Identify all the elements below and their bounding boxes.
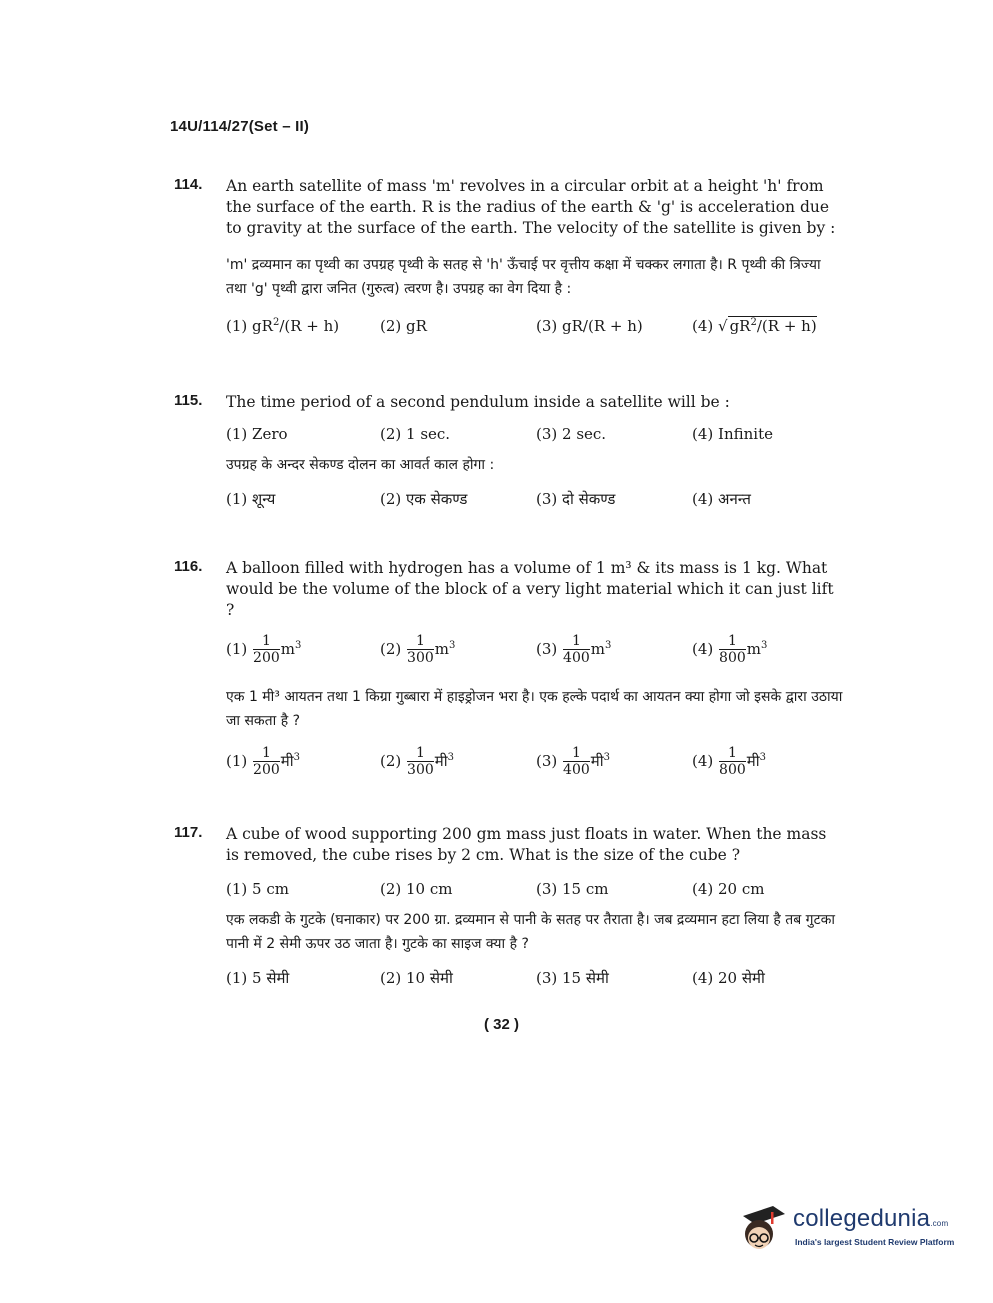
option-2-hindi: (2) 10 सेमी bbox=[380, 969, 453, 987]
option-1-hindi: (1) 5 सेमी bbox=[226, 969, 290, 987]
option-2: (2) $\frac{1}{300}$ $m^3$ bbox=[380, 633, 456, 666]
option-3: (3) $\frac{1}{400}$ $m^3$ bbox=[536, 633, 612, 666]
options-row bbox=[226, 317, 844, 343]
question-117 bbox=[174, 824, 844, 994]
paper-code: 14U/114/27(Set – II) bbox=[170, 118, 310, 135]
question-number: 116. bbox=[174, 558, 203, 575]
option-4: (4) 20 cm bbox=[692, 880, 765, 898]
options-row-hindi bbox=[226, 489, 844, 515]
option-4: (4) Infinite bbox=[692, 425, 773, 443]
question-number: 117. bbox=[174, 824, 203, 841]
option-2-hindi: (2) एक सेकण्ड bbox=[380, 490, 468, 508]
option-4: (4) $\frac{1}{800}$ $m^3$ bbox=[692, 633, 768, 666]
option-3: (3) gR/(R + h) bbox=[536, 317, 643, 335]
option-1-hindi: (1) $\frac{1}{200}$ मी$^3$ bbox=[226, 745, 300, 778]
logo-tagline: India's largest Student Review Platform bbox=[795, 1237, 955, 1247]
options-row bbox=[226, 633, 844, 681]
option-3: (3) 15 cm bbox=[536, 880, 609, 898]
question-text: The time period of a second pendulum inside a satellite will be : bbox=[226, 393, 730, 411]
option-1: (1) $\frac{1}{200}$ $m^3$ bbox=[226, 633, 302, 666]
mascot-icon bbox=[735, 1200, 790, 1255]
options-row bbox=[226, 880, 844, 906]
question-text-hindi: एक 1 मी³ आयतन तथा 1 किग्रा गुब्बारा में हाइड्रोजन भरा है। एक हल्के पदार्थ का आयतन क्या होगा जो इसके द्वारा उठाया जा सकता है ? bbox=[226, 689, 843, 729]
option-1-hindi: (1) शून्य bbox=[226, 490, 276, 508]
collegedunia-logo bbox=[735, 1195, 965, 1265]
option-2: (2) gR bbox=[380, 317, 427, 335]
question-text-hindi: एक लकडी के गुटके (घनाकार) पर 200 ग्रा. द्रव्यमान से पानी के सतह पर तैराता है। जब द्रव्यमान हटा लिया है तब गुटका पानी में 2 सेमी ऊपर उठ जाता है। गुटके का साइज क्या है ? bbox=[226, 912, 835, 952]
question-114 bbox=[174, 176, 844, 343]
question-text: An earth satellite of mass 'm' revolves in a circular orbit at a height 'h' from the surface of the earth. R is the radius of the earth & 'g' is acceleration due to gravity at the surface of the earth. The velocity of the satellite is given by : bbox=[226, 177, 836, 237]
option-4: (4) √ $gR^2/(R + h)$ bbox=[692, 317, 817, 335]
option-1: (1) $gR^2/(R + h)$ bbox=[226, 317, 340, 335]
option-4-hindi: (4) 20 सेमी bbox=[692, 969, 765, 987]
options-row bbox=[226, 425, 844, 451]
question-text: A balloon filled with hydrogen has a volume of 1 m³ & its mass is 1 kg. What would be the volume of the block of a very light material which it can just lift ? bbox=[226, 559, 834, 619]
question-number: 115. bbox=[174, 392, 203, 409]
option-3-hindi: (3) दो सेकण्ड bbox=[536, 490, 616, 508]
question-number: 114. bbox=[174, 176, 203, 193]
question-116 bbox=[174, 558, 844, 793]
option-2: (2) 1 sec. bbox=[380, 425, 451, 443]
options-row-hindi bbox=[226, 745, 844, 793]
option-3-hindi: (3) $\frac{1}{400}$ मी$^3$ bbox=[536, 745, 610, 778]
page-number: ( 32 ) bbox=[484, 1016, 520, 1033]
logo-wordmark: collegedunia.com bbox=[793, 1205, 949, 1232]
option-4-hindi: (4) अनन्त bbox=[692, 490, 751, 508]
option-3-hindi: (3) 15 सेमी bbox=[536, 969, 609, 987]
question-text-hindi: उपग्रह के अन्दर सेकण्ड दोलन का आवर्त काल होगा : bbox=[226, 457, 495, 473]
option-2: (2) 10 cm bbox=[380, 880, 453, 898]
options-row-hindi bbox=[226, 968, 844, 994]
option-1: (1) 5 cm bbox=[226, 880, 289, 898]
option-1: (1) Zero bbox=[226, 425, 288, 443]
option-2-hindi: (2) $\frac{1}{300}$ मी$^3$ bbox=[380, 745, 454, 778]
option-3: (3) 2 sec. bbox=[536, 425, 607, 443]
question-115 bbox=[174, 392, 844, 515]
option-4-hindi: (4) $\frac{1}{800}$ मी$^3$ bbox=[692, 745, 766, 778]
question-text: A cube of wood supporting 200 gm mass just floats in water. When the mass is removed, the cube rises by 2 cm. What is the size of the cube ? bbox=[226, 825, 827, 864]
question-text-hindi: 'm' द्रव्यमान का पृथ्वी का उपग्रह पृथ्वी के सतह से 'h' ऊँचाई पर वृत्तीय कक्षा में चक्कर लगाता है। R पृथ्वी की त्रिज्या तथा 'g' पृथ्वी द्वारा जनित (गुरुत्व) त्वरण है। उपग्रह का वेग दिया है : bbox=[226, 257, 821, 297]
